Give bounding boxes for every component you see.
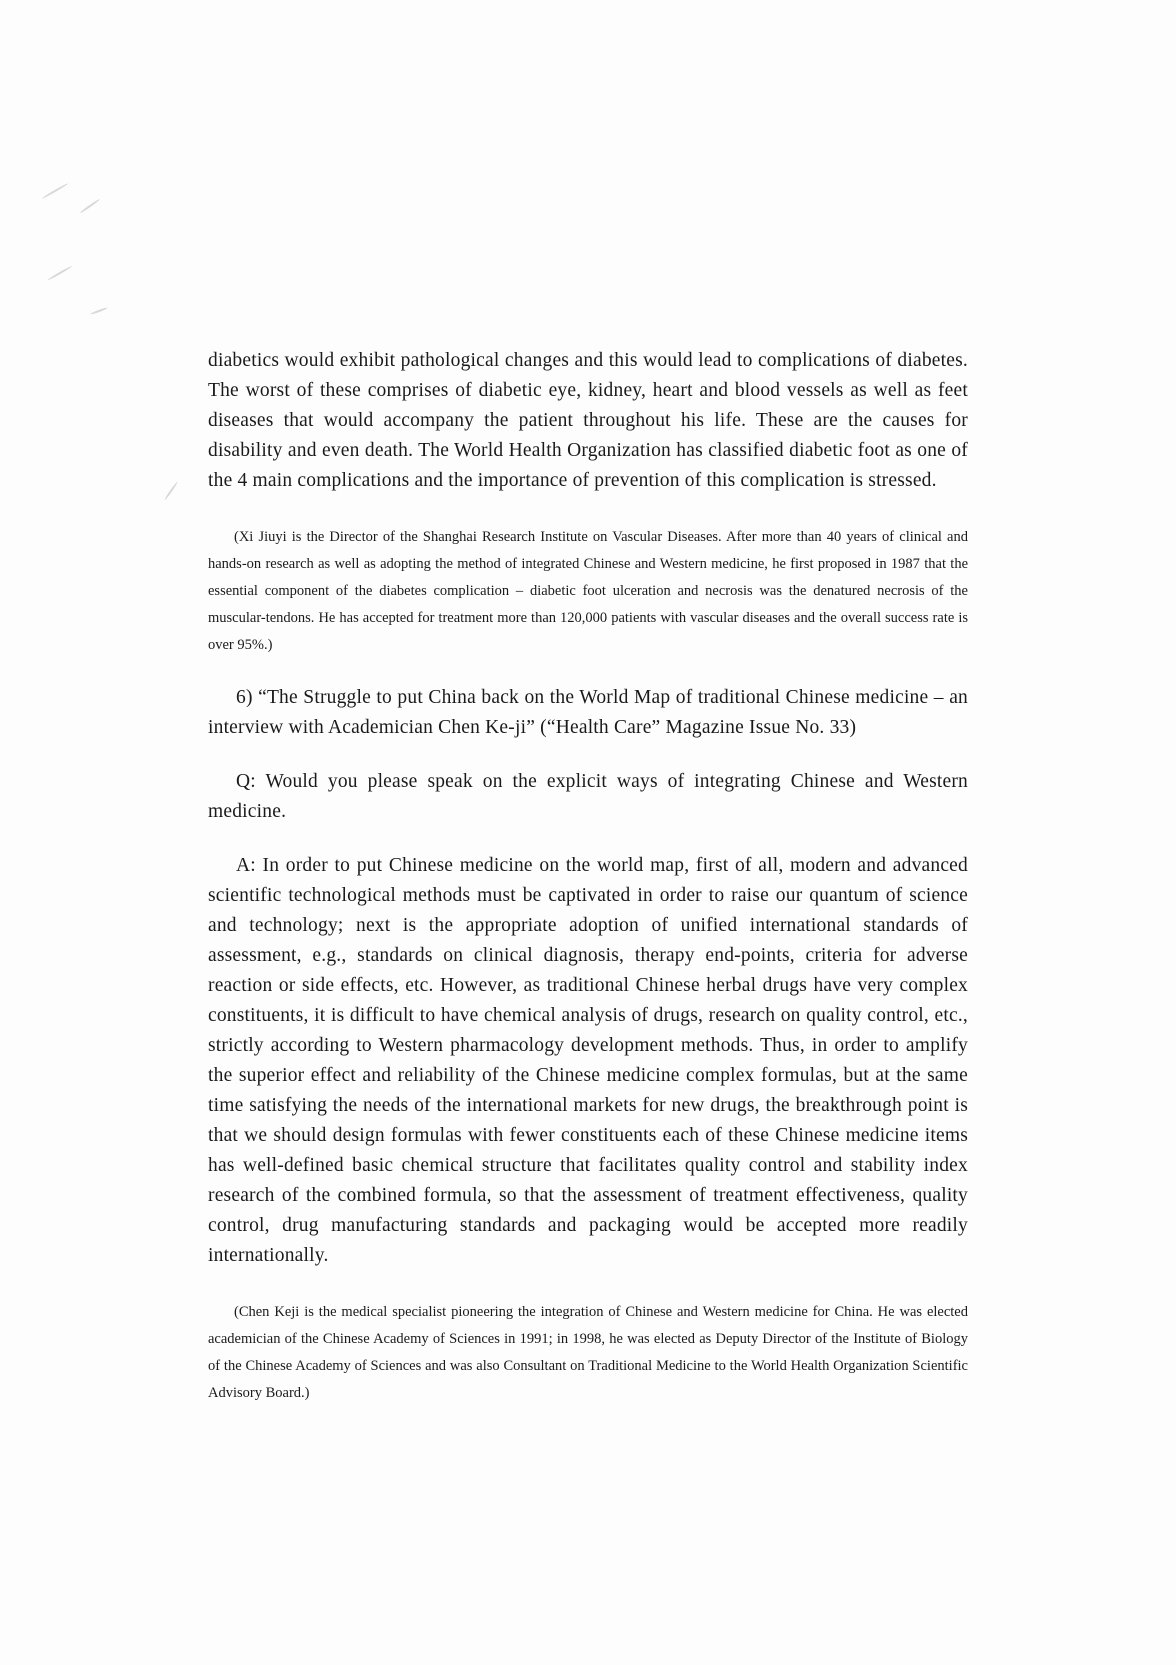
bio-note-xi-jiuyi: (Xi Jiuyi is the Director of the Shanghai Research Institute on Vascular Diseases. After more than 40 years of clinical and hands-on research as well as adopting the method of integrated Chinese and Western medicine, he first proposed in 1987 that the essential component of the diabetes complication – diabetic foot ulceration and necrosis was the denatured necrosis of the muscular-tendons. He has accepted for treatment more than 120,000 patients with vascular diseases and the overall success rate is over 95%.) — [208, 529, 968, 653]
page-content — [208, 346, 968, 1407]
interview-answer: A: In order to put Chinese medicine on the world map, first of all, modern and advanced scientific technological methods must be captivated in order to raise our quantum of science and technology; next is the appropriate adoption of unified international standards of assessment, e.g., standards on clinical diagnosis, therapy end-points, criteria for adverse reaction or side effects, etc. However, as traditional Chinese herbal drugs have very complex constituents, it is difficult to have chemical analysis of drugs, research on quality control, etc., strictly according to Western pharmacology development methods. Thus, in order to amplify the superior effect and reliability of the Chinese medicine complex formulas, but at the same time satisfying the needs of the international markets for new drugs, the breakthrough point is that we should design formulas with fewer constituents each of these Chinese medicine items has well-defined basic chemical structure that facilitates quality control and stability index research of the combined formula, so that the assessment of treatment effectiveness, quality control, drug manufacturing standards and packaging would be accepted more readily internationally. — [208, 855, 968, 1266]
section-heading-6: 6) “The Struggle to put China back on the World Map of traditional Chinese medicine – an interview with Academician Chen Ke-ji” (“Health Care” Magazine Issue No. 33) — [208, 687, 968, 738]
scan-speck — [80, 198, 101, 213]
body-paragraph-diabetes: diabetics would exhibit pathological changes and this would lead to complications of diabetes. The worst of these comprises of diabetic eye, kidney, heart and blood vessels as well as feet diseases that would accompany the patient throughout his life. These are the causes for disability and even death. The World Health Organization has classified diabetic foot as one of the 4 main complications and the importance of prevention of this complication is stressed. — [208, 350, 968, 491]
interview-question: Q: Would you please speak on the explicit ways of integrating Chinese and Western medicine. — [208, 771, 968, 822]
bio-note-chen-keji: (Chen Keji is the medical specialist pioneering the integration of Chinese and Western medicine for China. He was elected academician of the Chinese Academy of Sciences in 1991; in 1998, he was elected as Deputy Director of the Institute of Biology of the Chinese Academy of Sciences and was also Consultant on Traditional Medicine to the World Health Organization Scientific Advisory Board.) — [208, 1304, 968, 1401]
scan-speck — [90, 307, 108, 315]
scan-speck — [164, 481, 178, 500]
scan-speck — [47, 265, 72, 281]
scan-speck — [42, 183, 69, 200]
